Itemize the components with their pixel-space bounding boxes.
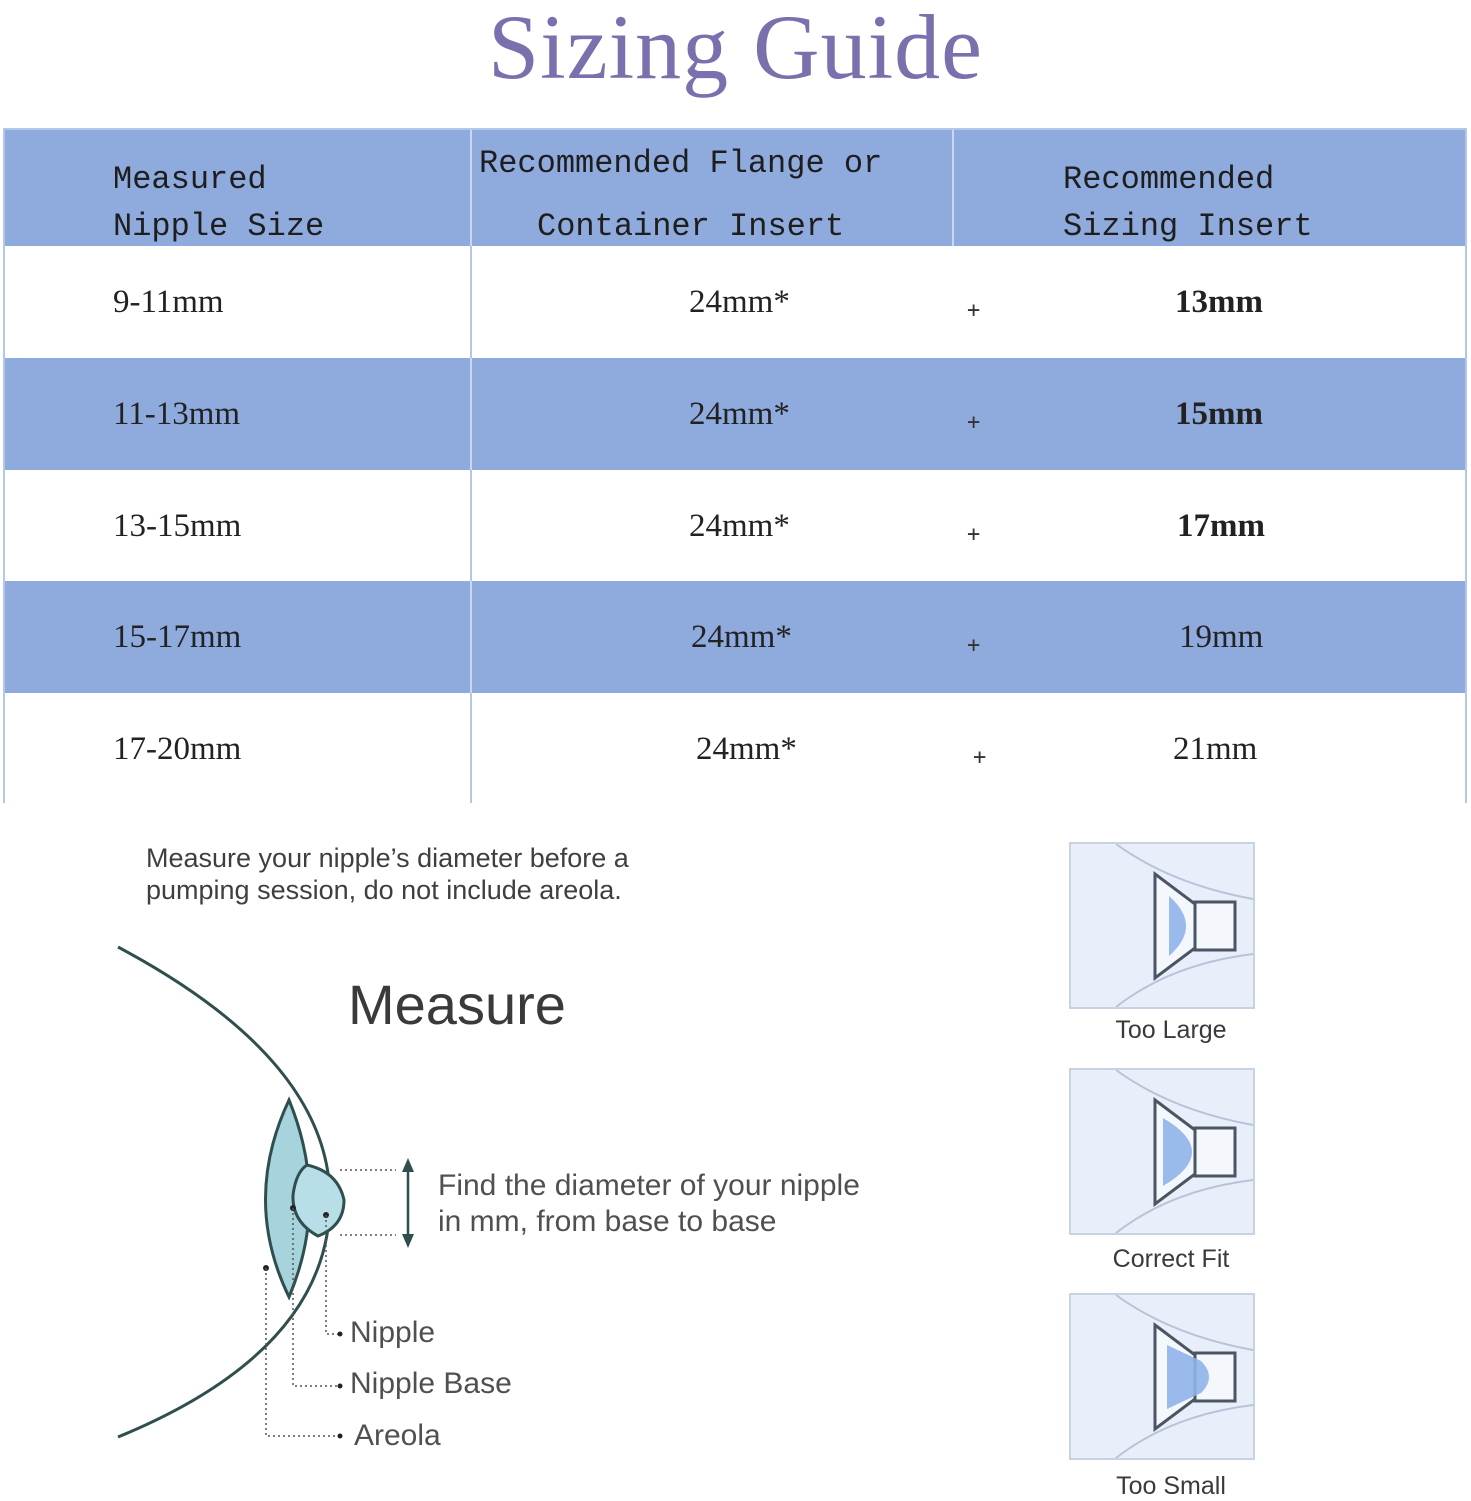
table-row — [5, 246, 1465, 358]
plus-sign: + — [973, 745, 987, 770]
measure-instructions — [146, 842, 629, 906]
nipple-base-label: Nipple Base — [350, 1367, 512, 1400]
flange-cell: 24mm* — [691, 619, 792, 655]
nipple-size-cell: 13-15mm — [113, 508, 242, 544]
too-large-illustration — [1069, 842, 1255, 1009]
instructions-line1: Measure your nipple’s diameter before a — [146, 843, 629, 873]
insert-cell: 15mm — [1175, 396, 1263, 432]
nipple-size-cell: 11-13mm — [113, 396, 241, 432]
insert-cell: 17mm — [1177, 508, 1265, 544]
measure-heading: Measure — [348, 973, 566, 1036]
insert-cell: 13mm — [1175, 284, 1263, 320]
correct-fit-illustration — [1069, 1068, 1255, 1235]
areola-label: Areola — [354, 1419, 441, 1452]
plus-sign: + — [967, 633, 981, 658]
flange-cell: 24mm* — [689, 396, 790, 432]
plus-sign: + — [967, 298, 981, 323]
sizing-table — [3, 128, 1467, 803]
nipple-size-cell: 15-17mm — [113, 619, 242, 655]
table-row — [5, 693, 1465, 803]
nipple-size-cell: 17-20mm — [113, 731, 242, 767]
header-measured-line2: Nipple Size — [113, 208, 325, 245]
plus-sign: + — [967, 522, 981, 547]
flange-cell: 24mm* — [689, 508, 790, 544]
find-line2: in mm, from base to base — [438, 1205, 777, 1238]
insert-cell: 19mm — [1179, 619, 1264, 655]
header-insert-line2: Sizing Insert — [1063, 208, 1313, 245]
table-row — [5, 581, 1465, 693]
page-title: Sizing Guide — [488, 0, 983, 98]
correct-fit-caption: Correct Fit — [1112, 1245, 1230, 1273]
table-header-row — [5, 130, 1465, 246]
plus-sign: + — [967, 410, 981, 435]
find-line1: Find the diameter of your nipple — [438, 1169, 860, 1202]
header-insert-line1: Recommended — [1063, 161, 1275, 198]
flange-cell: 24mm* — [689, 284, 790, 320]
nipple-label: Nipple — [350, 1316, 436, 1349]
too-small-illustration — [1069, 1293, 1255, 1460]
table-row — [5, 358, 1465, 470]
header-flange-line1: Recommended Flange or — [479, 145, 883, 182]
too-small-caption: Too Small — [1116, 1472, 1226, 1500]
header-measured-line1: Measured — [113, 161, 267, 198]
header-flange-line2: Container Insert — [537, 208, 845, 245]
diameter-instructions — [438, 1168, 860, 1240]
flange-cell: 24mm* — [696, 731, 797, 767]
instructions-line2: pumping session, do not include areola. — [146, 875, 622, 905]
insert-cell: 21mm — [1173, 731, 1258, 767]
nipple-size-cell: 9-11mm — [113, 284, 224, 320]
table-row — [5, 470, 1465, 581]
too-large-caption: Too Large — [1115, 1016, 1227, 1044]
